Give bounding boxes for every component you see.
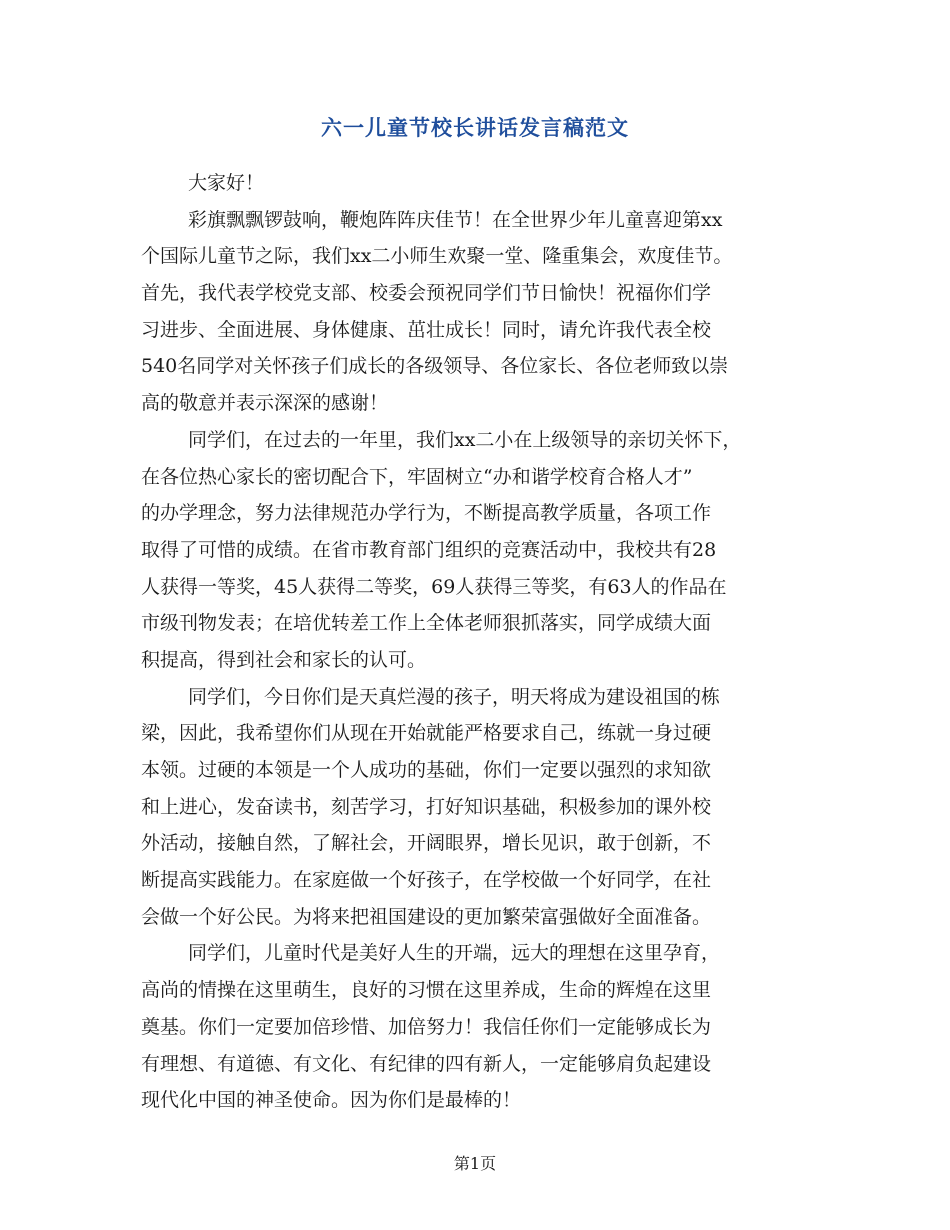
paragraph-line: 在各位热心家长的密切配合下，牢固树立“办和谐学校育合格人才” xyxy=(141,465,693,488)
paragraph-line: 同学们，儿童时代是美好人生的开端，远大的理想在这里孕育， xyxy=(188,942,721,965)
paragraph-line: 积提高，得到社会和家长的认可。 xyxy=(141,648,427,671)
paragraph-line: 取得了可惜的成绩。在省市教育部门组织的竞赛活动中，我校共有28 xyxy=(141,538,717,561)
document-title: 六一儿童节校长讲话发言稿范文 xyxy=(321,115,629,140)
paragraph-line: 个国际儿童节之际，我们xx二小师生欢聚一堂、隆重集会，欢度佳节。 xyxy=(141,245,733,268)
greeting-line: 大家好！ xyxy=(188,172,265,194)
paragraph-line: 的办学理念，努力法律规范办学行为，不断提高教学质量，各项工作 xyxy=(141,502,712,525)
paragraph-line: 市级刊物发表；在培优转差工作上全体老师狠抓落实，同学成绩大面 xyxy=(141,612,712,635)
paragraph-line: 习进步、全面进展、身体健康、茁壮成长！同时，请允许我代表全校 xyxy=(141,318,712,341)
paragraph-line: 首先，我代表学校党支部、校委会预祝同学们节日愉快！祝福你们学 xyxy=(141,282,712,305)
paragraph-line: 外活动，接触自然，了解社会，开阔眼界，增长见识，敢于创新，不 xyxy=(141,832,712,855)
paragraph-line: 梁，因此，我希望你们从现在开始就能严格要求自己，练就一身过硬 xyxy=(141,722,712,745)
document-body xyxy=(141,165,821,1119)
paragraph-line: 会做一个好公民。为将来把祖国建设的更加繁荣富强做好全面准备。 xyxy=(141,905,712,928)
paragraph-line: 高尚的情操在这里萌生，良好的习惯在这里养成，生命的辉煌在这里 xyxy=(141,979,712,1002)
paragraph-line: 奠基。你们一定要加倍珍惜、加倍努力！我信任你们一定能够成长为 xyxy=(141,1015,712,1038)
paragraph-line: 和上进心，发奋读书，刻苦学习，打好知识基础，积极参加的课外校 xyxy=(141,795,712,818)
paragraph-line: 现代化中国的神圣使命。因为你们是最棒的！ xyxy=(141,1089,522,1112)
paragraph-line: 同学们，今日你们是天真烂漫的孩子，明天将成为建设祖国的栋 xyxy=(188,685,721,708)
paragraph-line: 彩旗飘飘锣鼓响，鞭炮阵阵庆佳节！在全世界少年儿童喜迎第xx xyxy=(188,208,723,231)
paragraph-line: 高的敬意并表示深深的感谢！ xyxy=(141,392,389,415)
paragraph-line: 有理想、有道德、有文化、有纪律的四有新人，一定能够肩负起建设 xyxy=(141,1052,712,1075)
paragraph-line: 人获得一等奖，45人获得二等奖，69人获得三等奖，有63人的作品在 xyxy=(141,575,727,598)
paragraph-line: 540名同学对关怀孩子们成长的各级领导、各位家长、各位老师致以崇 xyxy=(141,355,729,378)
paragraph-line: 断提高实践能力。在家庭做一个好孩子，在学校做一个好同学，在社 xyxy=(141,869,712,892)
paragraph-line: 本领。过硬的本领是一个人成功的基础，你们一定要以强烈的求知欲 xyxy=(141,759,712,781)
paragraph-line: 同学们，在过去的一年里，我们xx二小在上级领导的亲切关怀下， xyxy=(188,428,742,451)
page-number: 第1页 xyxy=(453,1154,497,1173)
